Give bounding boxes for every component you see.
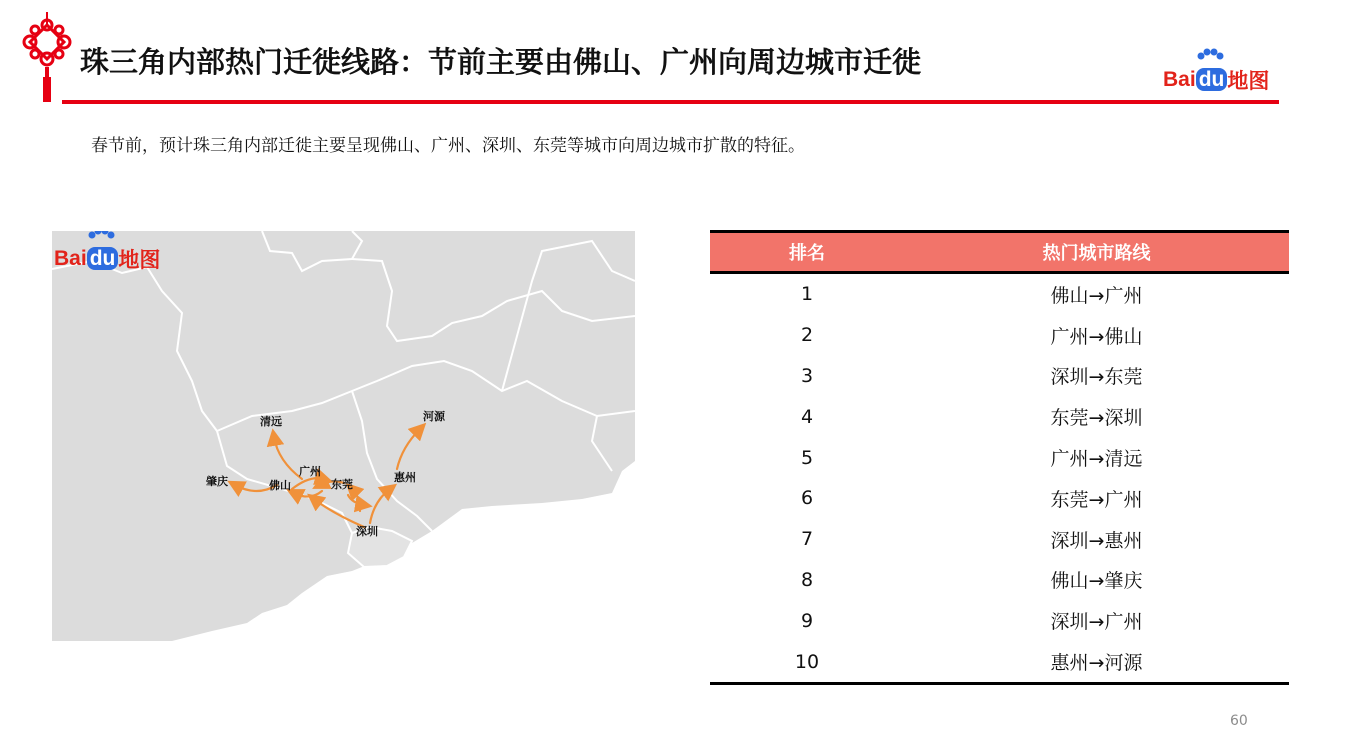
table-row <box>710 478 1289 519</box>
table-row <box>710 519 1289 560</box>
city-label-guangzhou: 广州 <box>299 465 321 478</box>
table-header <box>710 230 1289 274</box>
city-label-shenzhen: 深圳 <box>356 525 378 538</box>
map-baidu-logo: Bai du 地图 <box>54 241 160 277</box>
table-row <box>710 356 1289 397</box>
route-cell: 深圳→惠州 <box>1050 529 1143 552</box>
city-label-zhaoqing: 肇庆 <box>206 475 228 488</box>
city-label-dongguan: 东莞 <box>331 478 353 491</box>
route-cell: 广州→清远 <box>1050 448 1143 471</box>
migration-map <box>52 231 635 641</box>
route-ranking-table <box>710 230 1289 685</box>
rank-cell: 7 <box>800 528 814 551</box>
rank-cell: 10 <box>794 650 820 673</box>
rank-cell: 9 <box>800 609 814 632</box>
table-bottom-rule <box>710 682 1289 685</box>
rank-cell: 4 <box>800 405 814 428</box>
rank-cell: 5 <box>800 446 814 469</box>
table-row <box>710 315 1289 356</box>
table-row <box>710 274 1289 315</box>
page-title: 珠三角内部热门迁徙线路：节前主要由佛山、广州向周边城市迁徙 <box>80 45 922 79</box>
rank-cell: 1 <box>800 283 814 306</box>
paw-icon <box>85 231 115 249</box>
table-row <box>710 560 1289 601</box>
rank-cell: 6 <box>800 487 814 510</box>
rank-cell: 8 <box>800 568 814 591</box>
route-cell: 佛山→广州 <box>1050 284 1143 307</box>
arrow-guangzhou-foshan <box>294 491 322 497</box>
city-label-qingyuan: 清远 <box>260 415 282 428</box>
route-cell: 深圳→广州 <box>1050 611 1143 634</box>
route-cell: 佛山→肇庆 <box>1050 570 1143 593</box>
table-row <box>710 396 1289 437</box>
subtitle-text: 春节前，预计珠三角内部迁徙主要呈现佛山、广州、深圳、东莞等城市向周边城市扩散的特征。 <box>91 136 805 156</box>
baidu-map-logo: Bai du 地图 <box>1163 62 1269 98</box>
city-label-foshan: 佛山 <box>269 479 291 492</box>
rank-cell: 2 <box>800 324 814 347</box>
route-cell: 广州→佛山 <box>1050 325 1143 348</box>
arrow-shenzhen-huizhou <box>370 489 390 523</box>
route-cell: 深圳→东莞 <box>1050 366 1143 389</box>
table-row <box>710 600 1289 641</box>
table-body <box>710 274 1289 682</box>
city-label-huizhou: 惠州 <box>394 471 416 484</box>
route-cell: 东莞→深圳 <box>1050 407 1143 430</box>
arrow-huizhou-heyuan <box>397 429 420 469</box>
migration-arrows <box>52 231 635 641</box>
title-underline <box>62 100 1279 104</box>
table-row <box>710 641 1289 682</box>
rank-cell: 3 <box>800 364 814 387</box>
arrow-foshan-guangzhou <box>292 478 324 489</box>
arrow-guangzhou-qingyuan <box>274 437 302 479</box>
table-row <box>710 437 1289 478</box>
header-route: 热门城市路线 <box>1042 243 1151 264</box>
paw-icon <box>1194 48 1224 70</box>
chinese-knot-icon <box>18 12 76 106</box>
route-cell: 东莞→广州 <box>1050 488 1143 511</box>
route-cell: 惠州→河源 <box>1050 652 1143 675</box>
header-rank: 排名 <box>789 243 825 264</box>
city-label-heyuan: 河源 <box>423 410 445 423</box>
page-number: 60 <box>1230 713 1248 729</box>
